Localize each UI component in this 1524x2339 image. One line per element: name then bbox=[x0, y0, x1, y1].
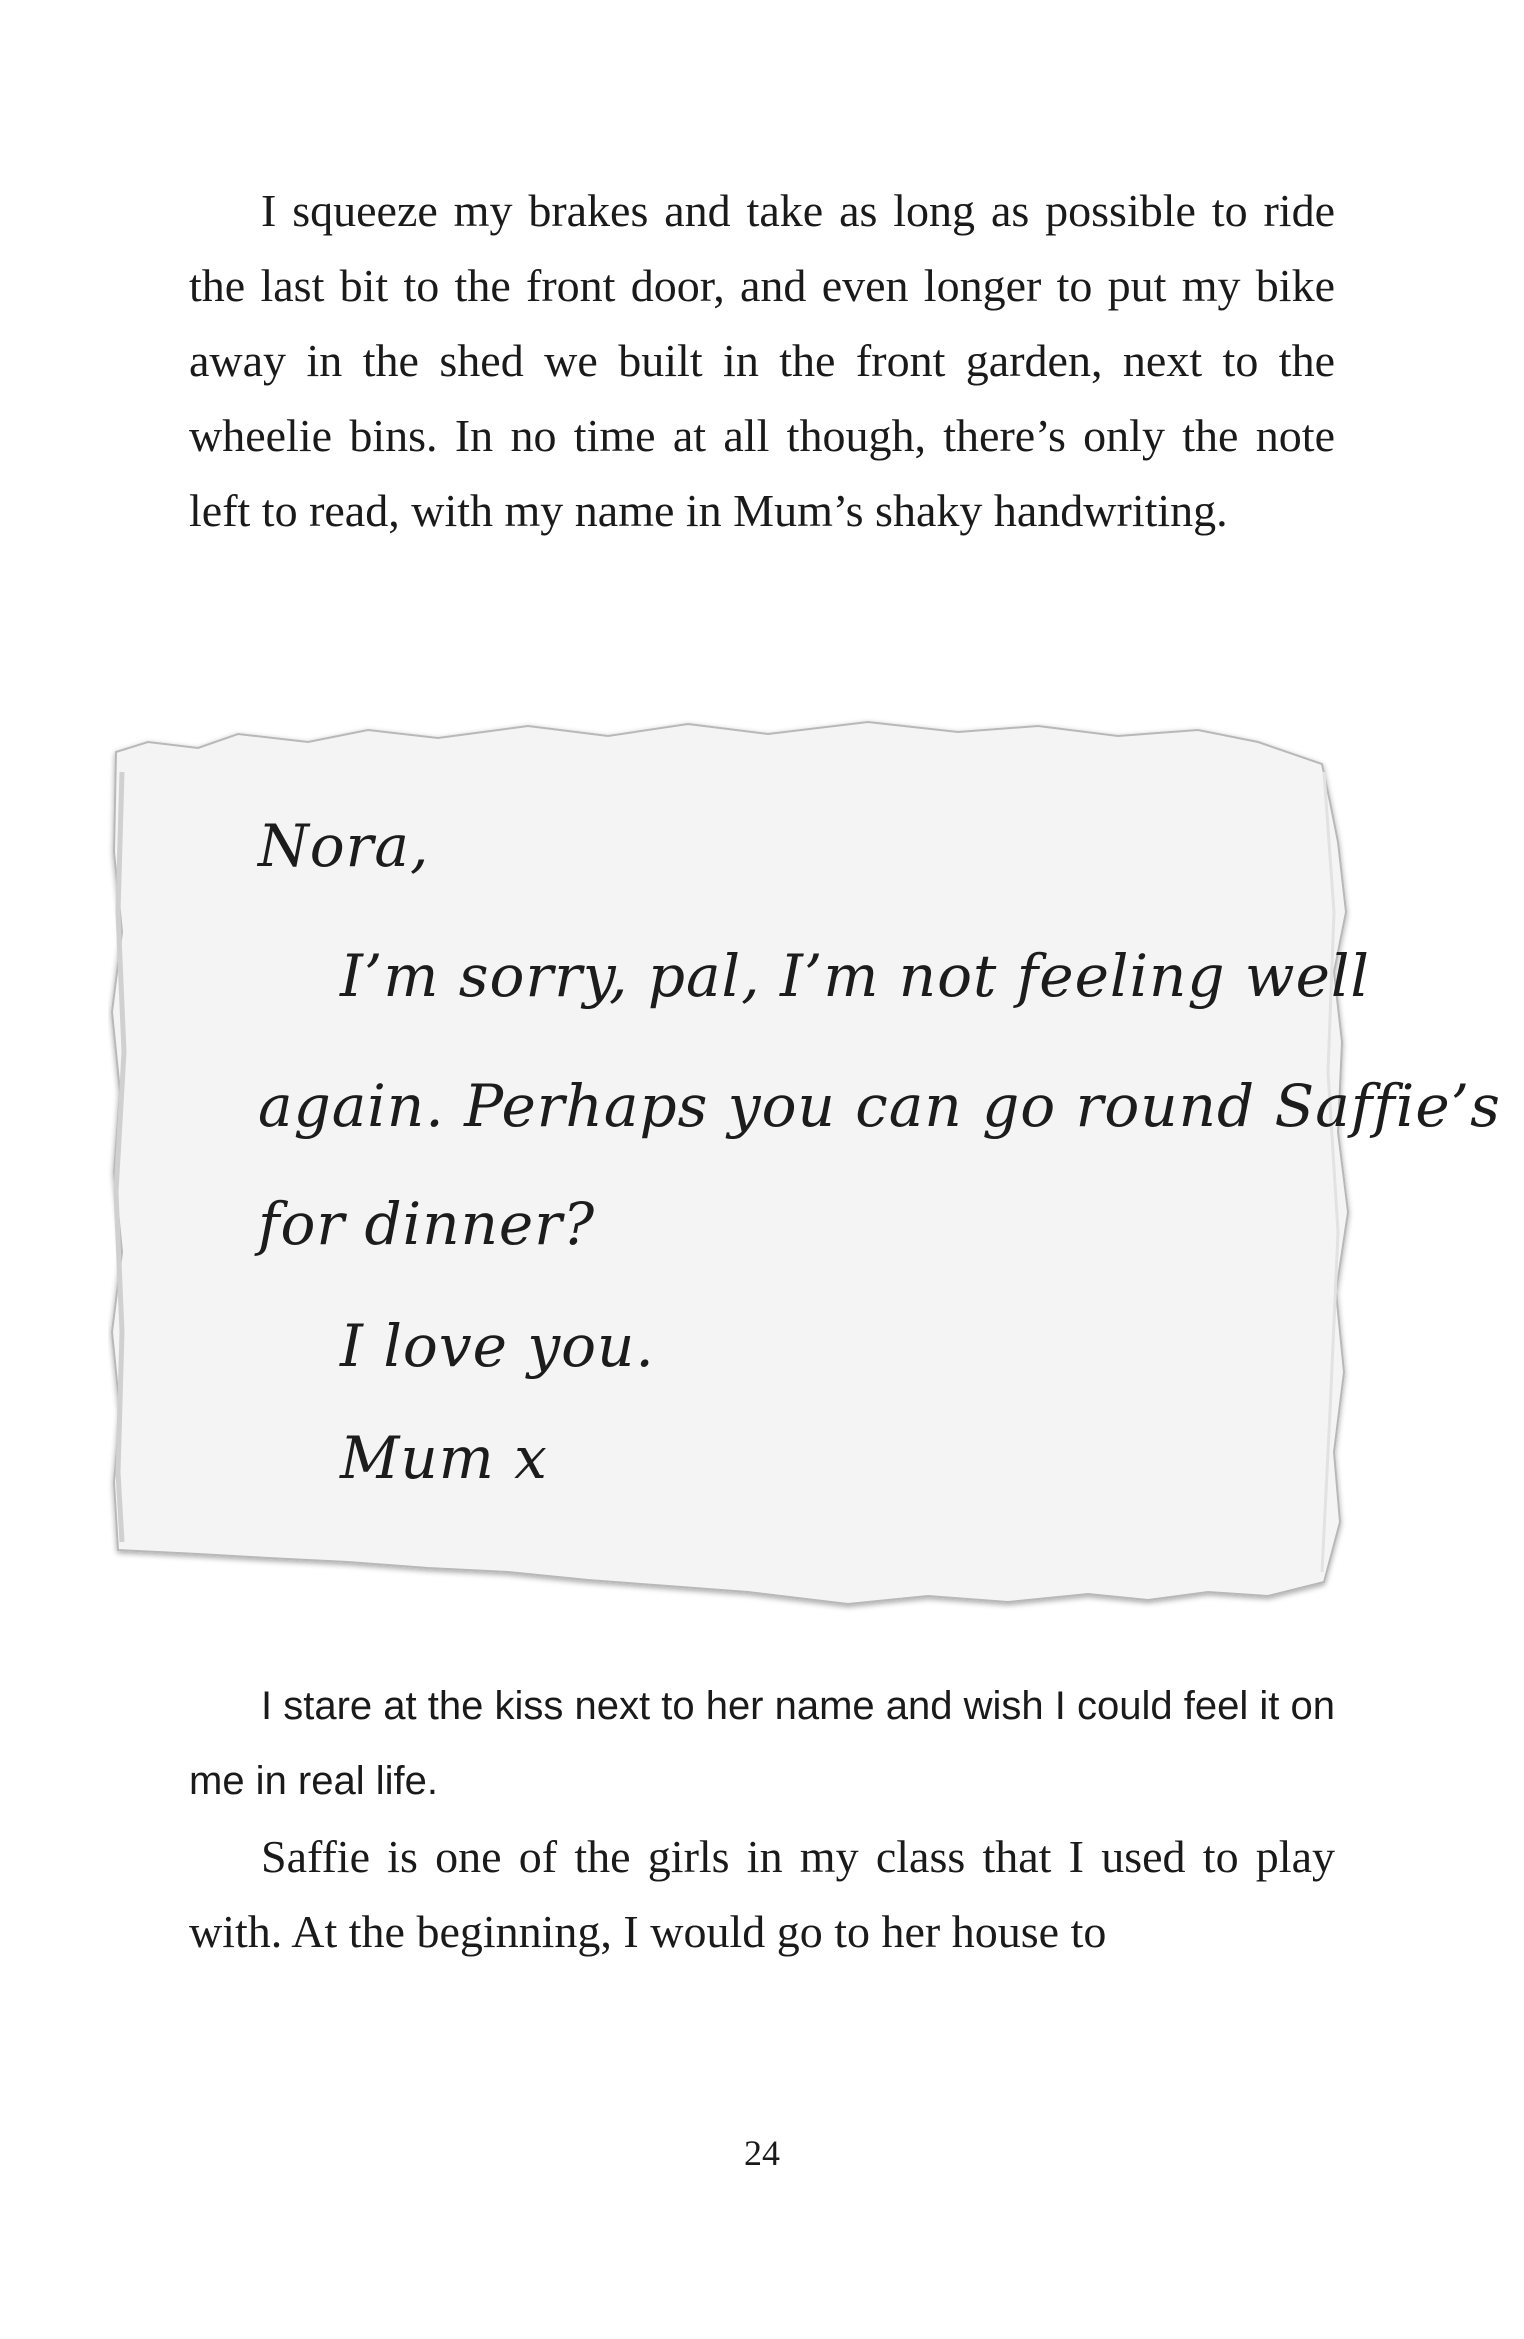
body-text-top bbox=[189, 173, 1335, 548]
paragraph: I stare at the kiss next to her name and wish I could feel it on me in real life. bbox=[189, 1684, 1335, 1803]
note-line: I’m sorry, pal, I’m not feeling well bbox=[340, 942, 1370, 1010]
paragraph: Saffie is one of the girls in my class that I used to play with. At the beginning, I would go to her house to bbox=[189, 1831, 1335, 1957]
note-line: for dinner? bbox=[258, 1190, 596, 1258]
note-signature: Mum x bbox=[340, 1424, 548, 1492]
body-text-bottom bbox=[189, 1819, 1335, 1969]
note-line: again. Perhaps you can go round Saffie’s bbox=[258, 1072, 1501, 1140]
body-text-sans bbox=[189, 1669, 1335, 1819]
note-line: I love you. bbox=[340, 1312, 655, 1380]
page-number: 24 bbox=[744, 2133, 780, 2173]
note-salutation: Nora, bbox=[258, 812, 430, 880]
handwritten-note bbox=[108, 712, 1501, 1636]
paragraph: I squeeze my brakes and take as long as possible to ride the last bit to the front door, and even longer to put my bike away in the shed we built in the front garden, next to the wheelie bins. In no time at all though, there’s only the note left to read, with my name in Mum’s shaky handwriting. bbox=[189, 185, 1335, 536]
